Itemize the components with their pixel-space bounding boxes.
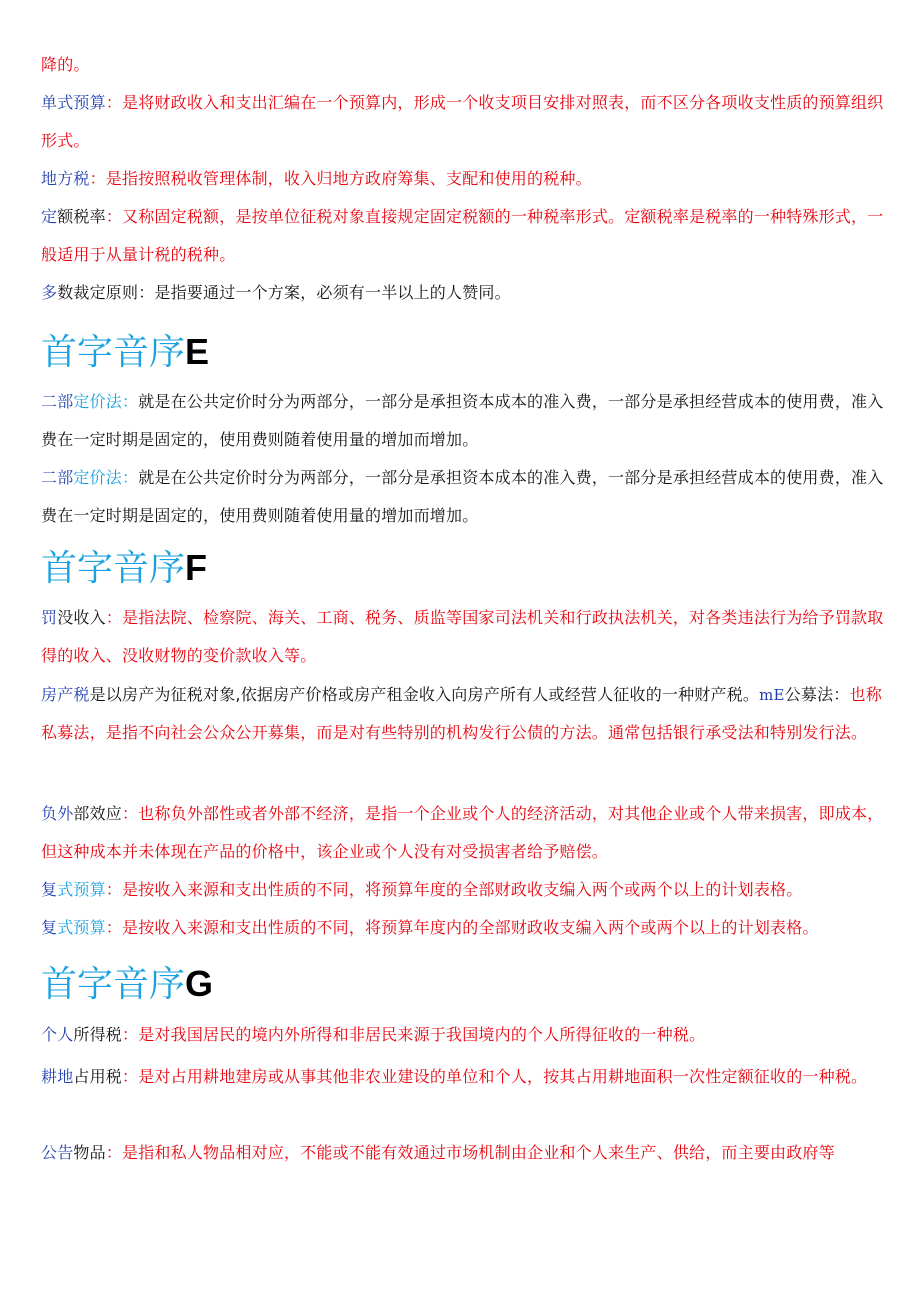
term-label-prefix: 个人 <box>41 1025 74 1044</box>
term-label: 没收入 <box>57 608 106 627</box>
term-farmland-occupation-tax <box>41 1058 891 1096</box>
term-definition: 也称私募法，是指不向社会公众公开募集，而是对有些特别的机构发行公债的方法。通常包括银行承受法和特别发行法。 <box>41 685 882 742</box>
term-label: 额税率 <box>57 207 106 226</box>
term-definition: 是以房产为征税对象,依据房产价格或房产租金收入向房产所有人或经营人征收的一种财产税。 <box>89 685 760 704</box>
term-definition: ：是指法院、检察院、海关、工商、税务、质监等国家司法机关和行政执法机关，对各类违法行为给予罚款取得的收入、没收财物的变价款收入等。 <box>41 608 884 665</box>
ocr-artifact: mE <box>759 686 785 704</box>
term-definition: ：是指按照税收管理体制，收入归地方政府筹集、支配和使用的税种。 <box>89 169 592 188</box>
term-multiple-budget-repeat <box>41 909 891 947</box>
section-heading-e <box>41 330 209 375</box>
term-definition: ：又称固定税额，是按单位征税对象直接规定固定税额的一种税率形式。定额税率是税率的一种特殊形式，一般适用于从量计税的税种。 <box>41 207 884 264</box>
term-definition: 就是在公共定价时分为两部分，一部分是承担资本成本的准入费，一部分是承担经营成本的使用费，准入费在一定时期是固定的，使用费则随着使用量的增加而增加。 <box>41 392 884 449</box>
term-label: 所得税 <box>73 1025 123 1044</box>
term-majority-rule <box>41 274 891 312</box>
paragraph-text: 降的。 <box>41 55 90 74</box>
term-label-prefix: 复 <box>41 880 58 899</box>
term-definition: ：是将财政收入和支出汇编在一个预算内，形成一个收支项目安排对照表，而不区分各项收支性质的预算组织形式。 <box>41 93 884 150</box>
heading-letter: F <box>185 547 208 588</box>
term-label: 定价法： <box>73 468 139 487</box>
term-definition: ：也称负外部性或者外部不经济，是指一个企业或个人的经济活动，对其他企业或个人带来损害，即成本，但这种成本并未体现在产品的价格中，该企业或个人没有对受损害者给予赔偿。 <box>41 804 884 861</box>
term-label: 房产税 <box>41 685 90 704</box>
term-individual-income-tax <box>41 1016 891 1054</box>
term-definition: 数裁定原则：是指要通过一个方案，必须有一半以上的人赞同。 <box>57 283 511 302</box>
term-label-prefix: 公告 <box>41 1143 74 1162</box>
paragraph-fragment <box>41 46 891 84</box>
term-label: 地方税 <box>41 169 90 188</box>
term-label: 物品 <box>73 1143 106 1162</box>
term-fines-confiscation <box>41 599 891 675</box>
term-label: 部效应 <box>73 804 123 823</box>
term-label-prefix: 二部 <box>41 468 74 487</box>
section-heading-g <box>41 962 213 1007</box>
heading-text: 首字音序 <box>41 548 186 589</box>
term-definition: ：是按收入来源和支出性质的不同，将预算年度的全部财政收支编入两个或两个以上的计划表格。 <box>105 880 803 899</box>
term-label: 定价法： <box>73 392 139 411</box>
heading-letter: E <box>185 331 210 372</box>
term-label: 公募法： <box>784 685 850 704</box>
term-public-goods <box>41 1134 891 1172</box>
term-definition: 就是在公共定价时分为两部分，一部分是承担资本成本的准入费，一部分是承担经营成本的使用费，准入费在一定时期是固定的，使用费则随着使用量的增加而增加。 <box>41 468 884 525</box>
term-label-prefix: 复 <box>41 918 58 937</box>
term-property-tax <box>41 676 891 752</box>
term-definition: ：是对我国居民的境内外所得和非居民来源于我国境内的个人所得征收的一种税。 <box>122 1025 706 1044</box>
heading-text: 首字音序 <box>41 964 186 1005</box>
term-single-budget <box>41 84 891 160</box>
term-label-prefix: 二部 <box>41 392 74 411</box>
term-local-tax <box>41 160 891 198</box>
heading-letter: G <box>185 963 214 1004</box>
term-two-part-pricing-repeat <box>41 459 891 535</box>
term-label-prefix: 定 <box>41 207 58 226</box>
heading-text: 首字音序 <box>41 332 186 373</box>
section-heading-f <box>41 546 207 591</box>
term-negative-externality <box>41 795 891 871</box>
term-definition: ：是对占用耕地建房或从事其他非农业建设的单位和个人，按其占用耕地面积一次性定额征收的一种税。 <box>122 1067 868 1086</box>
term-label: 占用税 <box>73 1067 123 1086</box>
term-label-prefix: 罚 <box>41 608 58 627</box>
term-label: 式预算 <box>57 918 106 937</box>
term-two-part-pricing <box>41 383 891 459</box>
term-multiple-budget <box>41 871 891 909</box>
term-definition: ：是按收入来源和支出性质的不同，将预算年度内的全部财政收支编入两个或两个以上的计划表格。 <box>105 918 819 937</box>
term-definition: ：是指和私人物品相对应，不能或不能有效通过市场机制由企业和个人来生产、供给，而主要由政府等 <box>105 1143 835 1162</box>
term-fixed-rate <box>41 198 891 274</box>
term-label: 式预算 <box>57 880 106 899</box>
term-label-prefix: 耕地 <box>41 1067 74 1086</box>
term-label-prefix: 负外 <box>41 804 74 823</box>
term-label: 单式预算 <box>41 93 106 112</box>
term-label-prefix: 多 <box>41 283 58 302</box>
